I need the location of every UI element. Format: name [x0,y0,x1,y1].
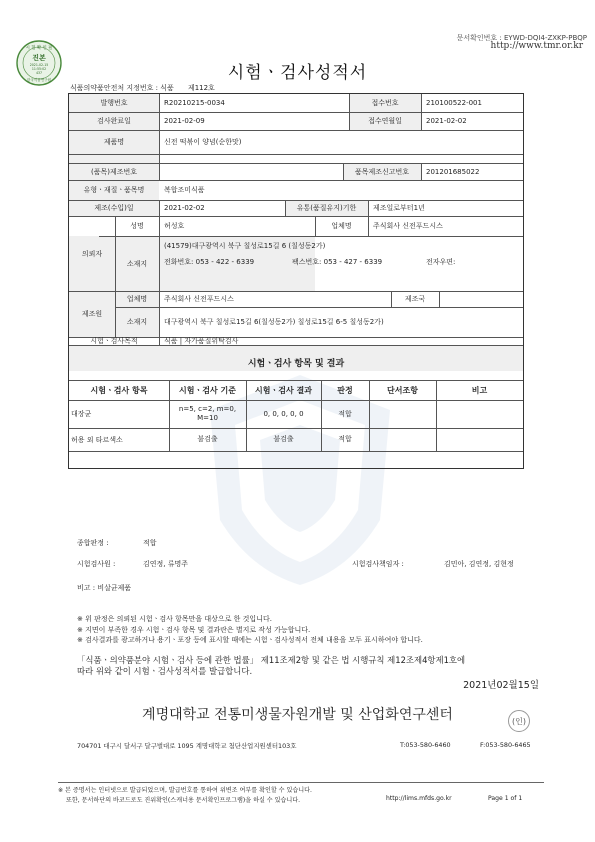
registration-line [70,83,215,93]
product-label: 제품명 [103,138,125,146]
results-header-result: 시험ㆍ검사 결과 [255,385,312,395]
client-address-label: 소재지 [126,259,148,268]
report-no-label: 품목제조신고번호 [354,167,410,176]
bottom-url[interactable]: http://lims.mfds.go.kr [386,795,452,802]
note-2: ※ 지면이 부족한 경우 시험ㆍ검사 항목 및 결과란은 별지로 작성 가능합니다. [77,625,311,634]
result-row-2-proviso [369,428,436,451]
result-row-2-note [436,428,523,451]
done-date-label: 검사완료일 [97,117,131,125]
stamp-seq: 437 [35,71,43,75]
results-header-verdict: 판정 [337,385,353,395]
info-table [68,93,524,469]
result-row-1-result: 0, 0, 0, 0, 0 [263,409,304,418]
page-indicator: Page 1 of 1 [488,795,523,802]
result-row-2-verdict: 적합 [338,435,352,443]
document-url[interactable]: http://www.tmr.or.kr [490,41,583,51]
bottom-note-1: ※ 본 증명서는 인터넷으로 발급되었으며, 발급번호를 통하여 위변조 여부를 확인할 수 있습니다. [58,787,312,794]
mfg-date-value: 2021-02-02 [164,204,205,212]
receipt-date-label: 접수연월일 [368,117,402,125]
client-address-value: (41579)대구광역시 북구 칠성로15길 6 (칠성동2가) [164,242,326,250]
page-title: 시험ㆍ검사성적서 [227,63,368,83]
report-no-value: 201201685022 [426,167,480,176]
remark-line: 비고 : 비살균제품 [77,584,132,592]
tester-label: 시험검사원 : [77,560,116,568]
mfg-number-label: (품목)제조번호 [90,167,138,176]
type-label: 유형ㆍ재질ㆍ품목명 [83,186,145,194]
result-row-1-proviso [369,400,436,428]
client-label: 의뢰자 [81,249,103,258]
result-row-2-result: 불검출 [273,435,294,443]
mfg-no-value [159,163,343,180]
stamp-date: 2021-02-15 [29,63,49,67]
notes-block [77,614,423,646]
result-row-2-standard: 불검출 [197,435,218,443]
institution-tel: T:053-580-6460 [400,741,451,749]
stamp-top-text: 시 험 확 인 필 [25,46,53,51]
issue-no-label: 발행번호 [100,99,128,107]
stamp-time: 11:55:02 [31,67,47,71]
manager-value: 김민아, 김연정, 김현정 [444,560,514,568]
purpose-label: 시험ㆍ검사목적 [90,337,138,345]
bottom-note-2: 또한, 문서하단의 바코드로도 진위확인(스캐너용 문서확인프로그램)을 하실 수 있습니다. [66,797,301,804]
client-email: 전자우편: [426,258,456,266]
receipt-no-label: 접수번호 [371,99,399,107]
note-1: ※ 위 판정은 의뢰된 시험ㆍ검사 항목만을 대상으로 한 것입니다. [77,615,272,623]
results-header-standard: 시험ㆍ검사 기준 [179,385,236,395]
document-confirm-number: 문서확인번호 : EYWD-DQI4-ZXKP-PBQP [456,34,587,42]
client-company-value: 주식회사 신전푸드시스 [373,222,443,230]
maker-company-value: 주식회사 신전푸드시스 [164,295,234,303]
note-3: ※ 검사결과를 광고하거나 용기ㆍ포장 등에 표시할 때에는 시험ㆍ검사성적서 전체 내용을 모두 표시하여야 합니다. [77,636,423,644]
product-value: 신전 떡볶이 양념(순한맛) [164,138,242,146]
maker-country-label: 제조국 [404,295,426,303]
maker-country-value [439,291,523,307]
result-row-1-note [436,400,523,428]
client-phone: 전화번호: 053 - 422 - 6339 [164,258,255,266]
done-date-value: 2021-02-09 [164,117,205,125]
client-company-label: 업체명 [331,222,352,230]
stamp-bottom-text: 한국식품연구원 [26,78,52,82]
receipt-date-value: 2021-02-02 [426,117,467,125]
footer-divider [58,782,544,783]
stamp-main-text: 진본 [32,54,46,62]
legal-line-1: 「식품ㆍ의약품분야 시험ㆍ검사 등에 관한 법률」 제11조제2항 및 같은 법 시행규칙 제12조제4항제1호에 [77,655,466,665]
institution-name: 계명대학교 전통미생물자원개발 및 산업화연구센터 [142,707,453,723]
maker-company-label: 업체명 [126,295,148,303]
legal-line-2: 따라 위와 같이 시험ㆍ검사성적서를 발급합니다. [77,666,253,676]
results-header-proviso: 단서조항 [387,385,418,395]
result-row-1-verdict: 적합 [338,409,352,418]
client-name-value: 허성호 [164,222,185,230]
overall-verdict-value: 적합 [143,539,157,547]
seal-mark: (인) [508,710,530,732]
receipt-no-value: 210100522-001 [426,99,482,107]
manager-label: 시험검사책임자 : [352,560,404,568]
mfg-date-label: 제조(수입)일 [94,204,134,212]
legal-statement [77,655,465,677]
issue-date: 2021년02월15일 [463,680,539,691]
overall-verdict-label: 종합판정 : [77,539,109,547]
maker-address-value: 대구광역시 북구 칠성로15길 6(칠성동2가) 칠성로15길 6-5 칠성동2가) [164,318,384,326]
maker-address-label: 소재지 [126,318,148,326]
results-header-note: 비고 [471,385,488,395]
institution-address: 704701 대구시 달서구 달구벌대로 1095 계명대학교 첨단산업지원센터103호 [77,742,297,750]
institution-fax: F:053-580-6465 [480,741,531,749]
result-row-2-item: 허용 외 타르색소 [71,435,123,444]
registration-number: 제112호 [187,84,215,92]
tester-value: 김연정, 류명주 [143,560,189,568]
result-row-1-item: 대장균 [71,410,92,418]
result-row-1-standard: n=5, c=2, m=0, M=10 [178,405,237,422]
maker-label: 제조원 [81,310,103,318]
purpose-value: 식품 | 자가품질위탁검사 [164,337,239,345]
expiry-value: 제조일로부터1년 [373,204,425,212]
registration-label: 식품의약품안전처 지정번호 : 식품 [70,84,174,92]
client-name-label: 성명 [130,222,144,230]
expiry-label: 유통(품질유지)기한 [296,204,357,212]
type-value: 복합조미식품 [164,186,205,194]
mfg-no-label [69,154,159,163]
results-header-item: 시험ㆍ검사 항목 [90,385,148,395]
results-section-title: 시험ㆍ검사 항목 및 결과 [247,359,345,369]
client-fax: 팩스번호: 053 - 427 - 6339 [292,258,383,266]
issue-no-value: R20210215-0034 [164,99,225,107]
